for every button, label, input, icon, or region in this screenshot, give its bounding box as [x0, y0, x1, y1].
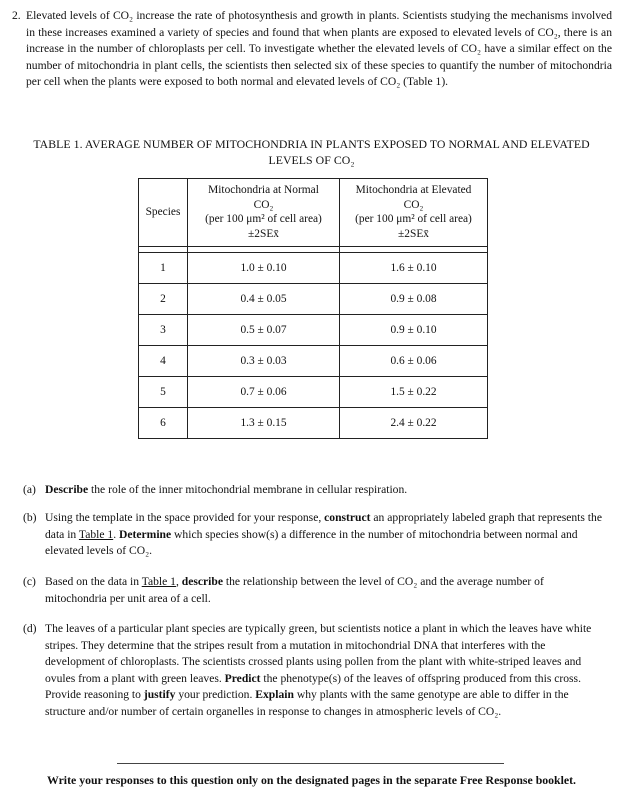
table-row [139, 284, 488, 315]
cell-species: 5 [139, 377, 188, 408]
question-a-label: (a) [23, 483, 36, 496]
table-title-line2: LEVELS OF CO₂ [268, 153, 355, 167]
text-segment: Based on the data in [45, 575, 142, 588]
table-title-line1: TABLE 1. AVERAGE NUMBER OF MITOCHONDRIA IN PLANTS EXPOSED TO NORMAL AND ELEVATED [33, 137, 590, 151]
text-segment: Using the template in the space provided for your response, [45, 511, 325, 524]
question-c-label: (c) [23, 575, 36, 588]
text-segment: The leaves of a particular plant species are typically green, but scientists notice a plant in which the leaves have white stripes. They determine that the stripes result from a mutation in mitochondrial DNA that interferes with the development of chloroplasts. The scientists crossed plants using pollen from the plant with white-striped leaves and ovules from a plant with green leaves. [45, 622, 592, 685]
cell-normal: 1.3 ± 0.15 [188, 408, 340, 439]
question-b [23, 510, 607, 560]
header-elevated-line2: CO₂ [403, 198, 424, 211]
cell-elevated: 1.6 ± 0.10 [340, 253, 488, 284]
question-d [23, 621, 607, 721]
question-c-text [45, 574, 607, 607]
task-verb: Describe [45, 483, 89, 496]
question-d-text [45, 621, 607, 721]
header-normal [188, 179, 340, 247]
text-segment: your prediction. [175, 688, 256, 702]
task-verb: Explain [255, 688, 294, 702]
table-header-row [139, 179, 488, 247]
text-segment: which species show(s) a difference in the number of mitochondria between normal and elevated levels of CO₂. [45, 527, 578, 558]
header-elevated-line3: (per 100 μm² of cell area) [355, 213, 472, 225]
text-segment: . [113, 527, 119, 541]
question-b-label: (b) [23, 511, 37, 524]
intro-paragraph: Elevated levels of CO₂ increase the rate of photosynthesis and growth in plants. Scientists studying the mechanisms involved in these increases examined a variety of species and found that when plants are exposed to elevated levels of CO₂, there is an increase in the number of chloroplasts per cell. To investigate whether the elevated levels of CO₂ have a similar effect on the number of mitochondria in plant cells, the scientists then selected six of these species to quantify the number of mitochondria per cell when the plants were exposed to both normal and elevated levels of CO₂ (Table 1). [26, 9, 612, 89]
footer-instruction: Write your responses to this question only on the designated pages in the separate Free Response booklet. [46, 773, 577, 787]
cell-elevated: 2.4 ± 0.22 [340, 408, 488, 439]
header-species: Species [139, 179, 188, 247]
cell-elevated: 0.9 ± 0.08 [340, 284, 488, 315]
cell-elevated: 0.6 ± 0.06 [340, 346, 488, 377]
text-segment: an appropriately labeled graph that represents the data in [45, 511, 602, 541]
divider-line [117, 763, 504, 764]
text-segment: , [175, 575, 182, 588]
task-verb: describe [181, 575, 223, 588]
cell-normal: 1.0 ± 0.10 [188, 253, 340, 284]
task-verb: justify [143, 688, 176, 702]
question-b-text [45, 510, 607, 560]
table-row [139, 346, 488, 377]
cell-normal: 0.5 ± 0.07 [188, 315, 340, 346]
table-row [139, 253, 488, 284]
table-title [0, 136, 623, 168]
header-normal-line1: Mitochondria at Normal [208, 184, 319, 196]
table-row [139, 377, 488, 408]
question-intro [12, 8, 612, 91]
question-a-text [45, 482, 607, 499]
table-row [139, 315, 488, 346]
text-segment: the phenotype(s) of the leaves of offspring produced from this cross. Provide reasoning to [45, 671, 581, 702]
question-d-label: (d) [23, 622, 37, 635]
cell-species: 2 [139, 284, 188, 315]
question-number: 2. [12, 9, 21, 22]
header-elevated-line4: ±2SEx̄ [398, 227, 429, 240]
cell-normal: 0.3 ± 0.03 [188, 346, 340, 377]
table-row [139, 408, 488, 439]
text-segment: why plants with the same genotype are able to differ in the structure and/or number of certain organelles in response to changes in atmospheric levels of CO₂. [45, 688, 569, 718]
cell-species: 3 [139, 315, 188, 346]
task-verb: Determine [119, 527, 172, 541]
question-a [23, 482, 607, 499]
header-elevated-line1: Mitochondria at Elevated [355, 184, 472, 196]
mitochondria-table [138, 178, 488, 439]
question-c [23, 574, 607, 607]
header-elevated [340, 179, 488, 247]
cell-species: 4 [139, 346, 188, 377]
header-normal-line2: CO₂ [253, 198, 274, 211]
cell-elevated: 0.9 ± 0.10 [340, 315, 488, 346]
task-verb: construct [324, 511, 371, 524]
text-segment: the role of the inner mitochondrial membrane in cellular respiration. [88, 483, 408, 496]
header-normal-line3: (per 100 μm² of cell area) [205, 213, 322, 225]
table-1-link[interactable]: Table 1 [78, 527, 114, 541]
cell-normal: 0.4 ± 0.05 [188, 284, 340, 315]
cell-elevated: 1.5 ± 0.22 [340, 377, 488, 408]
cell-normal: 0.7 ± 0.06 [188, 377, 340, 408]
task-verb: Predict [224, 671, 261, 685]
cell-species: 6 [139, 408, 188, 439]
cell-species: 1 [139, 253, 188, 284]
text-segment: the relationship between the level of CO₂ and the average number of mitochondria per unit area of a cell. [45, 575, 544, 605]
table-1-link[interactable]: Table 1 [141, 575, 176, 588]
header-normal-line4: ±2SEx̄ [248, 227, 279, 240]
